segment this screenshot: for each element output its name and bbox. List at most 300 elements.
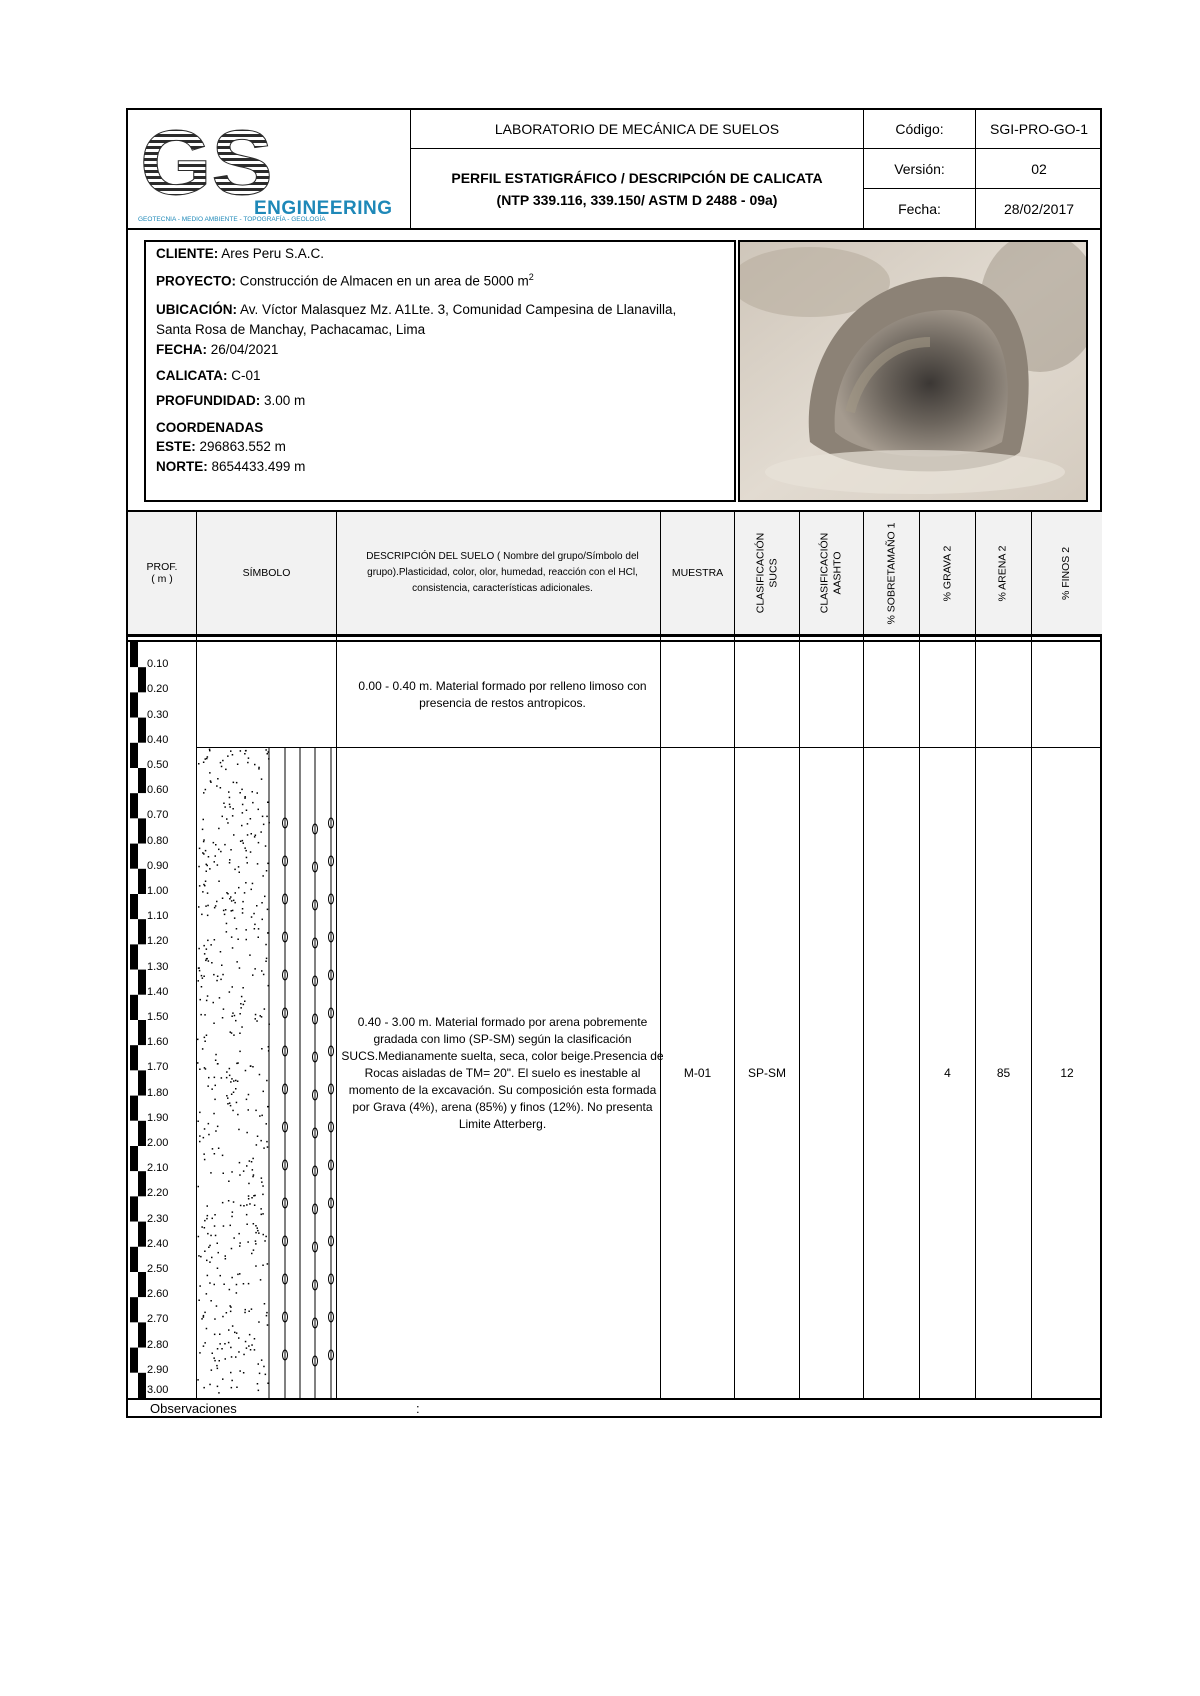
- sand-dot: [204, 1227, 206, 1229]
- sand-dot: [233, 1201, 235, 1203]
- sand-dot: [236, 1284, 238, 1286]
- depth-scale-segment: [138, 1247, 146, 1272]
- sand-dot: [211, 1088, 213, 1090]
- depth-scale-segment: [138, 995, 146, 1020]
- depth-label: 1.30: [147, 960, 169, 973]
- depth-scale-segment: [138, 1070, 146, 1095]
- sand-dot: [213, 1357, 215, 1359]
- sand-dot: [240, 841, 242, 843]
- sand-dot: [238, 1233, 240, 1235]
- pit-photo-image: [740, 242, 1088, 502]
- sand-dot: [222, 1017, 224, 1019]
- depth-scale-segment: [138, 1348, 146, 1373]
- depth-label: 0.10: [147, 658, 169, 671]
- sand-dot: [247, 823, 249, 825]
- sand-dot: [249, 954, 251, 956]
- sand-dot: [228, 791, 230, 793]
- depth-scale-segment: [130, 1020, 138, 1045]
- sand-dot: [246, 857, 248, 859]
- sand-dot: [255, 1014, 256, 1016]
- depth-scale-segment: [138, 743, 146, 768]
- sand-dot: [239, 1273, 241, 1275]
- sand-dot: [251, 1344, 253, 1346]
- depth-label: 0.70: [147, 809, 169, 822]
- sand-dot: [232, 1211, 234, 1213]
- aashto-column-header: CLASIFICACIÓN AASHTO: [800, 512, 863, 634]
- depth-label: 1.20: [147, 935, 169, 948]
- sand-dot: [237, 1114, 239, 1116]
- sand-dot: [248, 1345, 250, 1347]
- sand-dot: [217, 1368, 219, 1370]
- sand-dot: [229, 859, 231, 861]
- sand-dot: [211, 1369, 213, 1371]
- layer-2-symbol: [197, 748, 336, 1398]
- sand-dot: [257, 792, 259, 794]
- sand-dot: [208, 1247, 210, 1249]
- sand-dot: [265, 1236, 267, 1238]
- sand-dot: [243, 1372, 245, 1374]
- sand-dot: [240, 750, 242, 752]
- sand-dot: [225, 769, 227, 771]
- sand-dot: [204, 1312, 206, 1314]
- sand-dot: [260, 1015, 262, 1017]
- depth-scale-segment: [130, 1373, 138, 1398]
- sand-dot: [209, 1282, 211, 1284]
- depth-scale-segment: [138, 1373, 146, 1398]
- sand-dot: [232, 1325, 234, 1327]
- depth-scale-segment: [130, 1070, 138, 1095]
- simbolo-column-header: SÍMBOLO: [197, 512, 336, 634]
- sand-dot: [261, 1115, 263, 1117]
- depth-scale-segment: [130, 1222, 138, 1247]
- sand-dot: [254, 928, 256, 930]
- sand-dot: [235, 1088, 237, 1090]
- sand-dot: [251, 916, 253, 918]
- finos-column-header: % FINOS 2: [1032, 512, 1102, 634]
- sand-dot: [262, 1194, 264, 1196]
- sand-dot: [201, 986, 203, 988]
- sand-dot: [245, 882, 247, 884]
- sand-dot: [207, 915, 209, 917]
- logo-tagline: GEOTECNIA - MEDIO AMBIENTE - TOPOGRAFÍA - GEOLOGÍA: [138, 216, 326, 223]
- sand-dot: [220, 979, 222, 981]
- sand-dot: [208, 856, 210, 858]
- sand-dot: [258, 928, 260, 930]
- sand-dot: [231, 1078, 233, 1080]
- sand-dot: [229, 1289, 231, 1291]
- sand-dot: [229, 1102, 231, 1104]
- sand-dot: [209, 1261, 211, 1263]
- sand-dot: [231, 900, 233, 902]
- sand-dot: [246, 810, 248, 812]
- sand-dot: [248, 1094, 250, 1096]
- sand-dot: [261, 1016, 263, 1018]
- sand-dot: [251, 889, 253, 891]
- sand-dot: [250, 818, 252, 820]
- version-value: 02: [1031, 160, 1047, 177]
- sand-dot: [261, 970, 263, 972]
- depth-scale-segment: [138, 1272, 146, 1297]
- sand-dot: [229, 806, 231, 808]
- sand-dot: [213, 1002, 215, 1004]
- sand-dot: [231, 1380, 233, 1382]
- depth-scale-segment: [138, 1146, 146, 1171]
- sand-dot: [264, 1240, 266, 1242]
- sand-dot: [215, 1054, 217, 1056]
- sand-dot: [206, 948, 208, 950]
- sand-dot: [236, 1387, 238, 1389]
- sand-dot: [197, 1039, 199, 1041]
- sand-dot: [199, 1352, 201, 1354]
- depth-scale-segment: [138, 844, 146, 869]
- sand-dot: [222, 816, 224, 818]
- depth-scale-segment: [138, 1045, 146, 1070]
- sand-dot: [217, 976, 219, 978]
- sand-dot: [207, 1233, 209, 1235]
- sand-dot: [215, 1085, 217, 1087]
- sand-dot: [230, 1031, 232, 1033]
- depth-scale-segment: [130, 1297, 138, 1322]
- sand-dot: [257, 1227, 259, 1229]
- sand-dot: [236, 1332, 238, 1334]
- depth-label: 2.50: [147, 1263, 169, 1275]
- sand-dot: [224, 806, 226, 808]
- sand-dot: [210, 944, 212, 946]
- sand-dot: [238, 1337, 240, 1339]
- sand-dot: [227, 755, 229, 757]
- sand-dot: [239, 1370, 241, 1372]
- sand-dot: [266, 1315, 268, 1317]
- sand-dot: [213, 1113, 215, 1115]
- sand-dot: [206, 871, 208, 873]
- pit-photo: [738, 240, 1088, 502]
- sand-dot: [245, 750, 247, 752]
- sand-dot: [198, 1236, 200, 1238]
- sand-dot: [236, 961, 238, 963]
- sand-dot: [267, 1106, 269, 1108]
- sand-dot: [267, 1146, 269, 1148]
- depth-label: 2.60: [147, 1288, 169, 1301]
- sand-dot: [217, 1126, 219, 1128]
- sand-dot: [199, 1141, 201, 1143]
- sand-dot: [243, 1283, 245, 1285]
- sand-dot: [204, 1342, 206, 1344]
- sand-dot: [253, 1223, 255, 1225]
- sand-dot: [246, 1347, 248, 1349]
- sand-dot: [232, 1012, 234, 1014]
- depth-label: 0.80: [147, 834, 169, 847]
- depth-scale-segment: [130, 1196, 138, 1221]
- sand-dot: [201, 914, 203, 916]
- sand-dot: [236, 782, 238, 784]
- depth-scale-segment: [138, 1020, 146, 1045]
- sand-dot: [256, 1020, 258, 1022]
- sand-dot: [242, 804, 244, 806]
- depth-label: 1.10: [147, 910, 169, 923]
- sand-dot: [204, 1037, 206, 1039]
- sand-dot: [203, 841, 205, 843]
- sand-dot: [255, 1225, 257, 1227]
- sand-dot: [248, 1311, 250, 1313]
- sand-dot: [198, 763, 200, 765]
- sand-dot: [253, 1174, 255, 1176]
- sand-dot: [206, 1293, 208, 1295]
- sand-dot: [239, 792, 241, 794]
- sand-dot: [197, 1062, 199, 1064]
- sand-dot: [252, 883, 254, 885]
- sand-dot: [244, 753, 246, 755]
- norte-line: NORTE: 8654433.499 m: [156, 459, 306, 474]
- sand-dot: [265, 961, 267, 963]
- sand-dot: [207, 1215, 209, 1217]
- sand-dot: [239, 1162, 241, 1164]
- sand-dot: [203, 1345, 205, 1347]
- doc-title-main: PERFIL ESTATIGRÁFICO / DESCRIPCIÓN DE CALICATA: [451, 169, 823, 186]
- sand-dot: [242, 987, 244, 989]
- sand-dot: [230, 849, 232, 851]
- sand-dot: [255, 1232, 256, 1234]
- sand-dot: [206, 1260, 208, 1262]
- sand-dot: [235, 1356, 237, 1358]
- sand-dot: [226, 931, 228, 933]
- sand-dot: [262, 816, 264, 818]
- depth-scale-segment: [130, 1247, 138, 1272]
- depth-scale-bar: [130, 642, 146, 1398]
- sand-dot: [199, 1112, 201, 1114]
- sand-dot: [234, 917, 236, 919]
- sand-dot: [234, 902, 236, 904]
- depth-scale-segment: [138, 718, 146, 743]
- sand-dot: [262, 919, 264, 921]
- sand-dot: [222, 1202, 224, 1204]
- sand-dot: [217, 778, 219, 780]
- depth-label: 2.20: [147, 1187, 169, 1200]
- sand-dot: [261, 778, 263, 780]
- sand-dot: [218, 1148, 220, 1150]
- sand-dot: [213, 974, 215, 976]
- sand-dot: [199, 970, 201, 972]
- sand-dot: [248, 1195, 250, 1197]
- sand-dot: [203, 976, 205, 978]
- sand-dot: [218, 1392, 220, 1394]
- sand-dot: [255, 835, 257, 837]
- sand-dot: [220, 762, 222, 764]
- sand-dot: [265, 1374, 267, 1376]
- sand-dot: [226, 1095, 228, 1097]
- sand-dot: [258, 767, 260, 769]
- sand-dot: [252, 1066, 254, 1068]
- depth-scale-segment: [130, 894, 138, 919]
- sand-dot: [204, 1128, 206, 1130]
- sand-dot: [230, 1105, 232, 1107]
- company-logo: [136, 116, 393, 223]
- sand-dot: [229, 1068, 231, 1070]
- depth-scale-segment: [130, 1322, 138, 1347]
- sand-dot: [206, 758, 208, 760]
- depth-label: 2.10: [147, 1162, 169, 1175]
- layer-2-grava: 4: [944, 1066, 951, 1080]
- sand-dot: [217, 1386, 219, 1388]
- sand-dot: [230, 896, 232, 898]
- prof-column-header: PROF. ( m ): [128, 512, 196, 634]
- sand-dot: [222, 898, 224, 900]
- sand-dot: [210, 1300, 212, 1302]
- sand-dot: [242, 840, 244, 842]
- observaciones-label: Observaciones: [150, 1401, 237, 1416]
- sand-dot: [209, 868, 211, 870]
- sand-dot: [232, 986, 234, 988]
- sand-dot: [203, 1153, 205, 1155]
- sand-dot: [214, 907, 216, 909]
- sand-dot: [266, 1312, 268, 1314]
- depth-scale-segment: [138, 1222, 146, 1247]
- sand-dot: [236, 1102, 238, 1104]
- sand-dot: [228, 1181, 230, 1183]
- sand-dot: [214, 1077, 216, 1079]
- sand-dot: [261, 1177, 263, 1179]
- sand-dot: [207, 940, 209, 942]
- sand-dot: [208, 960, 210, 962]
- sand-dot: [214, 1360, 216, 1362]
- sand-dot: [209, 1384, 211, 1386]
- depth-scale-segment: [130, 1272, 138, 1297]
- sand-dot: [198, 1255, 200, 1257]
- sand-dot: [252, 802, 254, 804]
- sand-dot: [216, 980, 218, 982]
- sand-dot: [246, 1099, 248, 1101]
- depth-scale-segment: [130, 1096, 138, 1121]
- sand-dot: [234, 1015, 236, 1017]
- sand-dot: [246, 1214, 248, 1216]
- sucs-column-header: CLASIFICACIÓN SUCS: [735, 512, 799, 634]
- sand-dot: [261, 902, 263, 904]
- depth-scale-segment: [138, 1322, 146, 1347]
- sand-dot: [241, 789, 243, 791]
- sand-dot: [251, 1161, 253, 1163]
- sand-dot: [206, 958, 208, 960]
- sand-dot: [258, 1321, 260, 1323]
- sand-dot: [265, 944, 267, 946]
- sand-dot: [221, 766, 223, 768]
- sand-dot: [233, 782, 235, 784]
- sand-dot: [254, 1195, 256, 1197]
- sand-dot: [225, 1255, 227, 1257]
- depth-scale-segment: [130, 970, 138, 995]
- depth-scale-segment: [138, 919, 146, 944]
- sand-dot: [237, 939, 239, 941]
- sand-dot: [219, 1360, 221, 1362]
- sand-dot: [266, 1123, 268, 1125]
- sand-dot: [253, 913, 255, 915]
- sand-dot: [267, 753, 269, 755]
- depth-scale-segment: [130, 869, 138, 894]
- fecha-line: FECHA: 26/04/2021: [156, 342, 279, 357]
- sand-dot: [214, 939, 216, 941]
- sand-dot: [209, 772, 211, 774]
- sand-dot: [246, 939, 248, 941]
- depth-scale-segment: [130, 944, 138, 969]
- profundidad-line: PROFUNDIDAD: 3.00 m: [156, 393, 306, 408]
- depth-scale-segment: [138, 667, 146, 692]
- depth-scale-segment: [130, 1348, 138, 1373]
- depth-label: 1.80: [147, 1086, 169, 1099]
- sand-dot: [246, 1165, 248, 1167]
- sand-dot: [222, 760, 224, 762]
- sand-dot: [254, 764, 256, 766]
- sand-dot: [232, 910, 234, 912]
- sand-dot: [267, 863, 269, 865]
- depth-label: 1.40: [147, 985, 169, 998]
- sand-dot: [257, 1230, 259, 1232]
- sand-dot: [244, 796, 246, 798]
- lab-title: LABORATORIO DE MECÁNICA DE SUELOS: [494, 121, 780, 137]
- sand-dot: [231, 1248, 233, 1250]
- sand-dot: [198, 1186, 200, 1188]
- sand-dot: [224, 1343, 226, 1345]
- sand-dot: [197, 1379, 199, 1381]
- sand-dot: [258, 1363, 260, 1365]
- sand-dot: [261, 1181, 263, 1183]
- depth-scale-icon: [130, 642, 146, 1398]
- sand-dot: [253, 1249, 255, 1251]
- sand-dot: [259, 1074, 261, 1076]
- sand-dot: [255, 1243, 257, 1245]
- sand-dot: [254, 836, 256, 838]
- sand-dot: [208, 1134, 210, 1136]
- sand-dot: [230, 1311, 232, 1313]
- sand-dot: [215, 1060, 217, 1062]
- sand-dot: [216, 1305, 218, 1307]
- sand-dot: [206, 1328, 208, 1330]
- version-label: Versión:: [894, 160, 945, 177]
- sand-dot: [227, 893, 229, 895]
- sand-dot: [198, 866, 200, 868]
- sand-dot: [262, 1213, 264, 1215]
- sand-dot: [220, 851, 222, 853]
- sand-dot: [238, 866, 240, 868]
- sand-dot: [225, 909, 227, 911]
- layer-2-aashto: [800, 748, 863, 1398]
- sand-dot: [228, 1342, 230, 1344]
- sand-dot: [244, 892, 246, 894]
- sand-dot: [254, 924, 256, 926]
- sand-dot: [217, 1063, 219, 1065]
- sand-dot: [231, 1277, 233, 1279]
- sand-dot: [255, 1018, 257, 1020]
- depth-scale-segment: [130, 1146, 138, 1171]
- sand-dot: [264, 1008, 266, 1010]
- sand-dot: [211, 962, 213, 964]
- sand-dot: [202, 977, 204, 979]
- sand-dot: [204, 885, 206, 887]
- sand-dot: [218, 1252, 220, 1254]
- sand-dot: [249, 1334, 251, 1336]
- sand-dot: [203, 1316, 205, 1318]
- depth-scale-segment: [138, 970, 146, 995]
- sand-dot: [255, 1265, 257, 1267]
- sand-dot: [259, 1115, 261, 1117]
- sand-dot: [230, 1225, 232, 1227]
- sand-dot: [198, 967, 200, 969]
- sand-dot: [232, 947, 234, 949]
- sand-dot: [260, 1279, 262, 1281]
- sand-dot: [204, 1067, 206, 1069]
- sand-dot: [205, 881, 207, 883]
- sand-dot: [202, 1048, 204, 1050]
- sand-dot: [263, 1366, 265, 1368]
- layer-2-finos: 12: [1060, 1066, 1074, 1080]
- sand-dot: [200, 999, 202, 1001]
